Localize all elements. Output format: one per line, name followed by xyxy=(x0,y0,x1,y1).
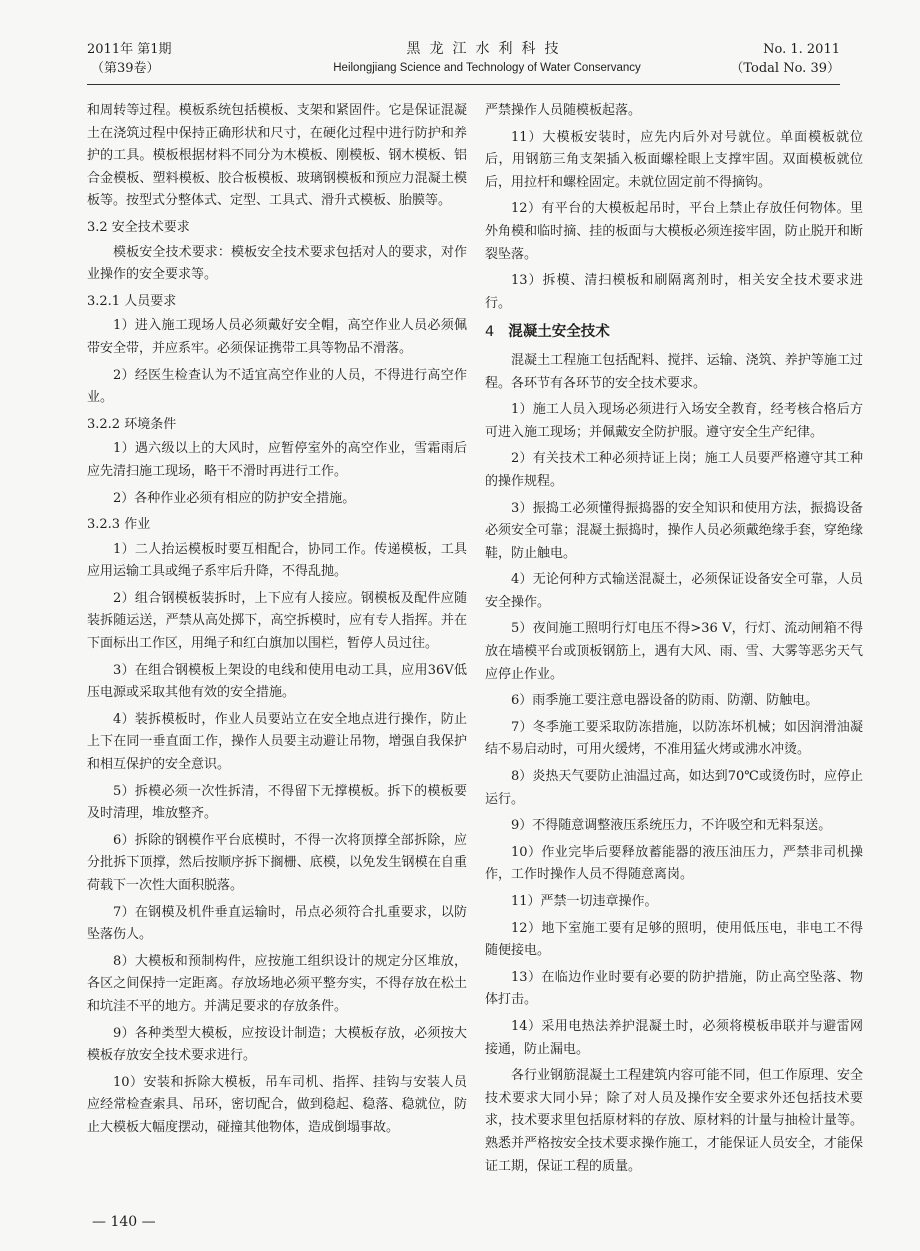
list-item: 7）冬季施工要采取防冻措施，以防冻坏机械；如因润滑油凝结不易启动时，可用火缓烤，不准用猛火烤或沸水冲烫。 xyxy=(485,719,863,758)
list-item: 3）振捣工必须懂得振捣器的安全知识和使用方法，振捣设备必须安全可靠；混凝土振捣时，操作人员必须戴绝缘手套，穿绝缘鞋，防止触电。 xyxy=(485,500,863,561)
journal-title-cn: 黑龙江水利科技 xyxy=(406,41,568,57)
list-item: 9）不得随意调整液压系统压力，不许吸空和无料泵送。 xyxy=(511,818,832,834)
list-item: 1）二人抬运模板时要互相配合，协同工作。传递模板，工具应用运输工具或绳子系牢后升降，不得乱抛。 xyxy=(87,541,467,580)
list-item: 8）大模板和预制构件，应按施工组织设计的规定分区堆放，各区之间保持一定距离。存放场地必须平整夯实，不得存放在松土和坑洼不平的地方。并满足要求的存放条件。 xyxy=(87,953,467,1014)
section-4-intro: 混凝土工程施工包括配料、搅拌、运输、浇筑、养护等施工过程。各环节有各环节的安全技术要求。 xyxy=(485,352,863,391)
list-item: 8）炎热天气要防止油温过高，如达到70℃或烫伤时，应停止运行。 xyxy=(485,769,863,807)
list-item: 6）雨季施工要注意电器设备的防雨、防潮、防触电。 xyxy=(511,693,819,709)
list-item: 12）有平台的大模板起吊时，平台上禁止存放任何物体。里外角模和临时摘、挂的板面与大模板必须连接牢固，防止脱开和断裂坠落。 xyxy=(485,201,863,262)
list-item: 2）经医生检查认为不适宜高空作业的人员，不得进行高空作业。 xyxy=(87,367,467,406)
list-item: 4）装拆模板时，作业人员要站立在安全地点进行操作，防止上下在同一垂直面工作，操作人员要主动避让吊物，增强自我保护和相互保护的安全意识。 xyxy=(87,711,467,773)
header-left xyxy=(87,40,172,78)
list-item: 13）拆模、清扫模板和刷隔离剂时，相关安全技术要求进行。 xyxy=(485,273,863,311)
issue-number: No. 1. 2011 xyxy=(763,42,840,57)
list-item: 4）无论何种方式输送混凝土，必须保证设备安全可靠，人员安全操作。 xyxy=(485,572,863,610)
right-column xyxy=(485,100,863,1182)
closing-paragraph: 各行业钢筋混凝土工程建筑内容可能不同，但工作原理、安全技术要求大同小异；除了对人员及操作安全要求外还包括技术要求，技术要求里包括原材料的存放、原材料的计量与抽检计量等。熟悉并严格按安全技术要求操作施工，才能保证人员安全，才能保证工期，保证工程的质量。 xyxy=(485,1068,863,1174)
header-right xyxy=(730,40,840,78)
list-item: 1）施工人员入现场必须进行入场安全教育，经考核合格后方可进入施工现场；并佩戴安全防护服。遵守安全生产纪律。 xyxy=(485,402,863,440)
list-item: 9）各种类型大模板，应按设计制造；大模板存放，必须按大模板存放安全技术要求进行。 xyxy=(87,1025,467,1064)
section-4-heading xyxy=(485,321,863,344)
list-item: 3）在组合钢模板上架设的电线和使用电动工具，应用36V低压电源或采取其他有效的安全措施。 xyxy=(87,662,467,701)
running-header xyxy=(87,40,840,82)
section-3-2-2-title: 3.2.2 环境条件 xyxy=(87,416,177,432)
list-item: 6）拆除的钢模作平台底模时，不得一次将顶撑全部拆除，应分批拆下顶撑，然后按顺序拆下搁栅、底模，以免发生钢模在自重荷载下一次性大面积脱落。 xyxy=(87,832,467,893)
volume: （第39卷） xyxy=(91,61,160,76)
section-3-2-3-title: 3.2.3 作业 xyxy=(87,517,151,533)
list-item: 5）拆模必须一次性拆清，不得留下无撑模板。拆下的模板要及时清理，堆放整齐。 xyxy=(87,783,467,822)
total-number: （Todal No. 39） xyxy=(730,61,840,76)
list-item: 1）遇六级以上的大风时，应暂停室外的高空作业，雪霜雨后应先清扫施工现场，略干不滑时再进行工作。 xyxy=(87,441,467,479)
list-item: 2）有关技术工种必须持证上岗；施工人员要严格遵守其工种的操作规程。 xyxy=(485,451,863,489)
section-4-number: 4 xyxy=(485,324,495,341)
year-issue: 2011年 第1期 xyxy=(87,42,172,57)
section-4-title: 混凝土安全技术 xyxy=(508,324,610,341)
header-rule xyxy=(87,84,840,85)
continued-text: 严禁操作人员随模板起落。 xyxy=(485,103,642,118)
section-3-2-text: 模板安全技术要求：模板安全技术要求包括对人的要求，对作业操作的安全要求等。 xyxy=(87,244,467,283)
list-item: 5）夜间施工照明行灯电压不得>36 V，行灯、流动闸箱不得放在墙模平台或顶板钢筋上，遇有大风、雨、雪、大雾等恶劣天气应停止作业。 xyxy=(485,621,863,682)
list-item: 10）作业完毕后要释放蓄能器的液压油压力，严禁非司机操作，工作时操作人员不得随意离岗。 xyxy=(485,844,863,883)
intro-paragraph: 和周转等过程。模板系统包括模板、支架和紧固件。它是保证混凝土在浇筑过程中保持正确形状和尺寸，在硬化过程中进行防护和养护的工具。模板根据材料不同分为木模板、刚模板、钢木模板、铝合金模板、塑料模板、胶合板模板、玻璃钢模板和预应力混凝土模板等。按型式分整体式、定型、工具式、滑升式模板、胎膜等。 xyxy=(87,103,467,209)
list-item: 2）各种作业必须有相应的防护安全措施。 xyxy=(113,490,356,506)
list-item: 7）在钢模及机件垂直运输时，吊点必须符合扎重要求，以防坠落伤人。 xyxy=(87,904,467,943)
list-item: 12）地下室施工要有足够的照明，使用低压电，非电工不得随便接电。 xyxy=(485,920,863,959)
section-3-2-title: 3.2 安全技术要求 xyxy=(87,219,190,235)
list-item: 13）在临边作业时要有必要的防护措施，防止高空坠落、物体打击。 xyxy=(485,969,863,1008)
list-item: 11）严禁一切违章操作。 xyxy=(511,894,658,909)
list-item: 2）组合钢模板装拆时，上下应有人接应。钢模板及配件应随装拆随运送，严禁从高处掷下，高空拆模时，应有专人指挥。并在下面标出工作区，用绳子和红白旗加以围栏，暂停人员过往。 xyxy=(87,590,467,652)
list-item: 11）大模板安装时，应先内后外对号就位。单面模板就位后，用钢筋三角支架插入板面螺栓眼上支撑牢固。双面模板就位后，用拉杆和螺栓固定。未就位固定前不得摘钩。 xyxy=(485,129,863,190)
list-item: 14）采用电热法养护混凝土时，必须将模板串联并与避雷网接通，防止漏电。 xyxy=(485,1018,863,1057)
list-item: 1）进入施工现场人员必须戴好安全帽，高空作业人员必须佩带安全带，并应系牢。必须保证携带工具等物品不滑落。 xyxy=(87,318,467,356)
header-center xyxy=(287,40,687,78)
section-3-2-1-title: 3.2.1 人员要求 xyxy=(87,293,177,309)
list-item: 10）安装和拆除大模板，吊车司机、指挥、挂钩与安装人员应经常检查索具、吊环，密切配合，做到稳起、稳落、稳就位，防止大模板大幅度摆动，碰撞其他物体，造成倒塌事故。 xyxy=(87,1074,467,1135)
left-column xyxy=(87,100,467,1144)
journal-title-en: Heilongjiang Science and Technology of Water Conservancy xyxy=(333,62,641,74)
page-number: — 140 — xyxy=(92,1214,156,1230)
